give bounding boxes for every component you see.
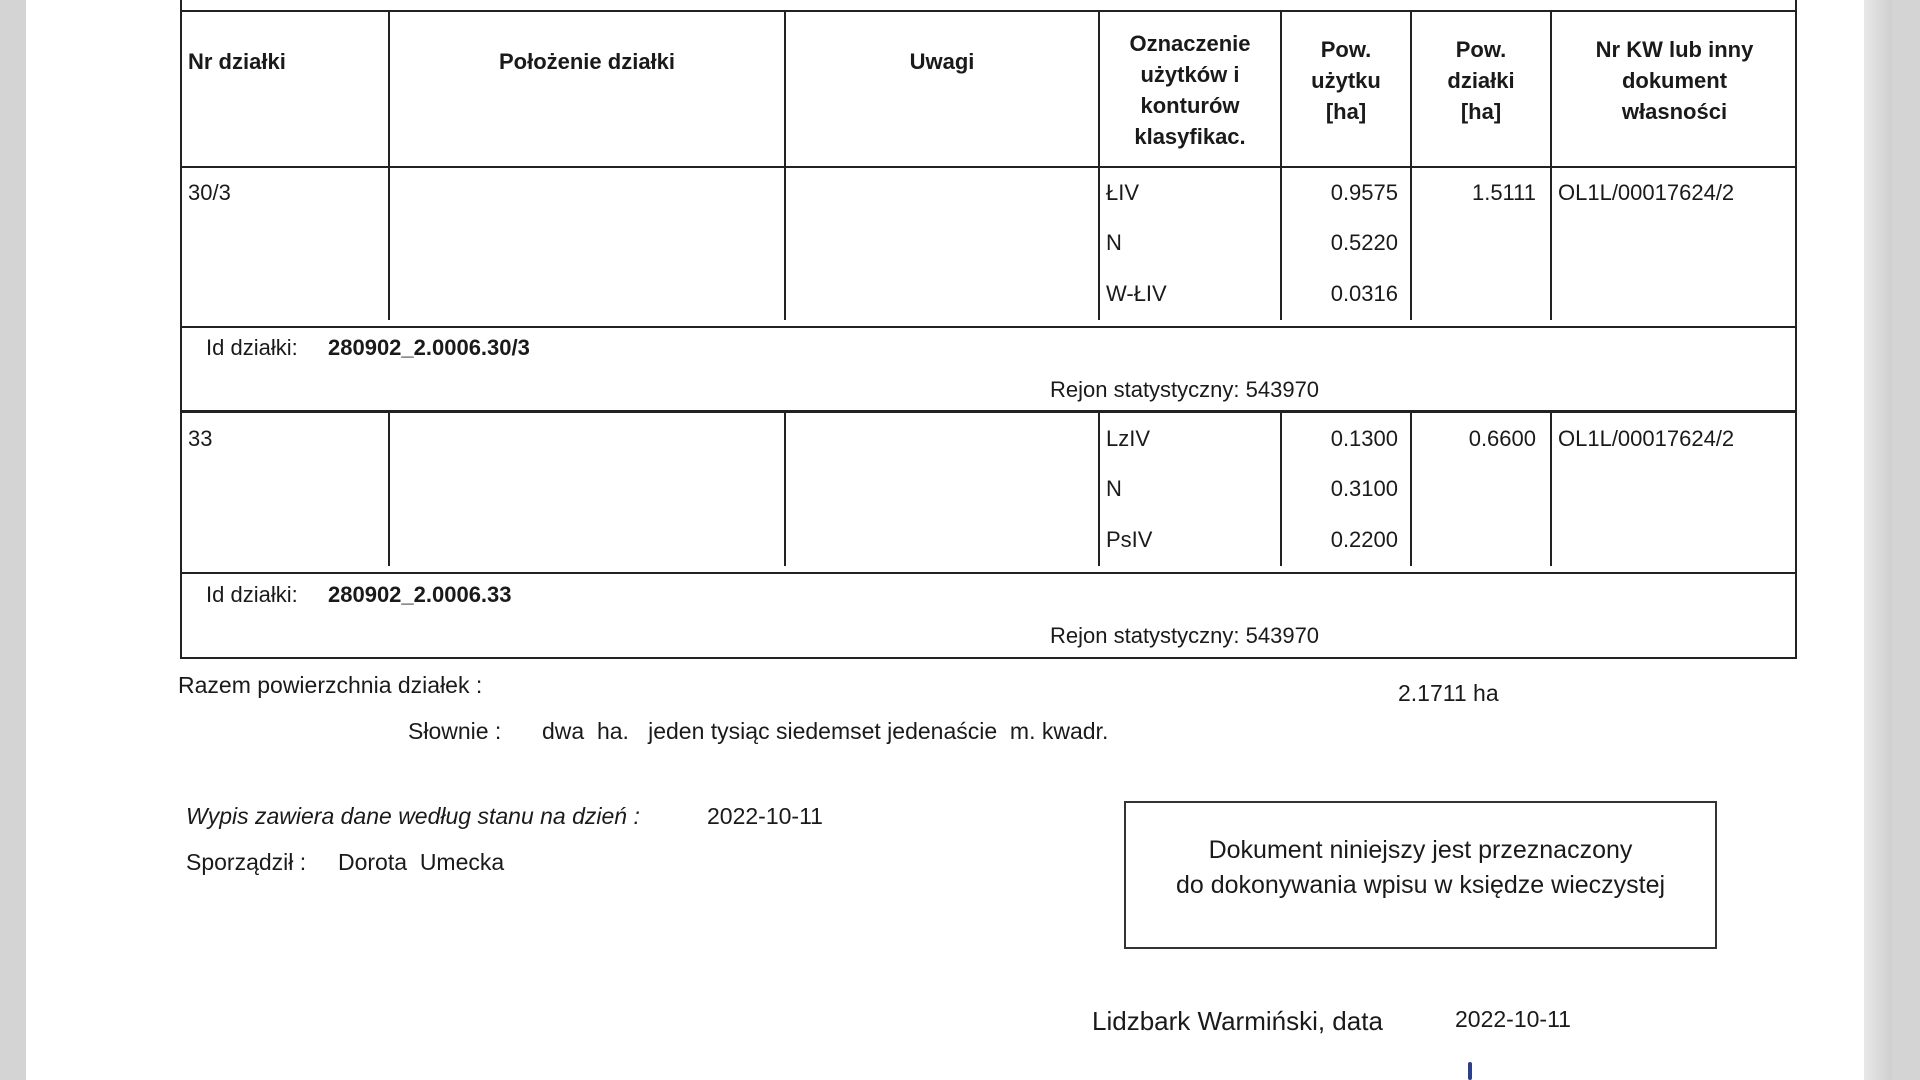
notice-line: do dokonywania wpisu w księdze wieczystej	[1175, 871, 1666, 899]
use-code: ŁIV	[1106, 180, 1140, 205]
document-page	[26, 0, 1892, 1080]
use-area: 0.0316	[1330, 281, 1398, 306]
header-pow-dzialki-line: działki	[1447, 68, 1515, 93]
header-oznaczenie-line: konturów	[1140, 93, 1240, 118]
place-date-value: 2022-10-11	[1455, 1006, 1571, 1032]
use-area: 0.1300	[1330, 426, 1398, 451]
header-nr-dzialki: Nr działki	[188, 49, 286, 74]
header-pow-uzytku-line: Pow.	[1320, 37, 1372, 62]
header-kw	[1552, 34, 1797, 127]
parcel-rejon: Rejon statystyczny: 543970	[1050, 623, 1320, 648]
parcel-area: 0.6600	[1468, 426, 1536, 451]
parcel-rejon: Rejon statystyczny: 543970	[1050, 377, 1320, 402]
prepared-by-label: Sporządził :	[186, 849, 307, 875]
as-of-label: Wypis zawiera dane według stanu na dzień :	[186, 803, 640, 829]
place-date-label: Lidzbark Warmiński, data	[1092, 1006, 1383, 1036]
header-uwagi: Uwagi	[909, 49, 975, 74]
header-oznaczenie-line: użytków i	[1140, 62, 1240, 87]
parcel-kw: OL1L/00017624/2	[1558, 426, 1735, 451]
parcel-nr: 30/3	[188, 180, 231, 205]
as-of-date: 2022-10-11	[707, 803, 823, 829]
header-kw-line: Nr KW lub inny	[1595, 37, 1754, 62]
header-kw-line: dokument	[1621, 68, 1728, 93]
notice-line: Dokument niniejszy jest przeznaczony	[1208, 836, 1633, 864]
parcel-kw: OL1L/00017624/2	[1558, 180, 1735, 205]
header-kw-line: własności	[1621, 99, 1728, 124]
header-pow-dzialki-line: Pow.	[1455, 37, 1507, 62]
total-area-label: Razem powierzchnia działek :	[178, 672, 483, 698]
use-area: 0.3100	[1330, 476, 1398, 501]
use-code: W-ŁIV	[1106, 281, 1167, 306]
use-code: PsIV	[1106, 527, 1153, 552]
parcel-id-value: 280902_2.0006.30/3	[328, 335, 530, 360]
parcel-table	[180, 0, 1797, 659]
use-code: N	[1106, 230, 1122, 255]
use-code: N	[1106, 476, 1122, 501]
header-oznaczenie	[1100, 28, 1280, 152]
parcel-nr: 33	[188, 426, 213, 451]
use-area: 0.5220	[1330, 230, 1398, 255]
page-edge	[1864, 0, 1892, 1080]
use-area: 0.2200	[1330, 527, 1398, 552]
parcel-id-label: Id działki:	[206, 582, 298, 607]
header-polozenie: Położenie działki	[498, 49, 676, 74]
header-pow-uzytku	[1282, 34, 1410, 127]
header-pow-dzialki-line: [ha]	[1460, 99, 1502, 124]
words-label: Słownie :	[408, 718, 502, 744]
header-oznaczenie-line: Oznaczenie	[1129, 31, 1251, 56]
signature-stroke	[1468, 1062, 1472, 1080]
header-oznaczenie-line: klasyfikac.	[1134, 124, 1246, 149]
purpose-notice-box	[1124, 801, 1717, 949]
header-pow-dzialki	[1412, 34, 1550, 127]
header-pow-uzytku-line: użytku	[1311, 68, 1381, 93]
prepared-by-name: Dorota Umecka	[338, 849, 505, 875]
parcel-id-label: Id działki:	[206, 335, 298, 360]
use-code: LzIV	[1106, 426, 1151, 451]
total-area-value: 2.1711 ha	[1398, 680, 1499, 706]
use-area: 0.9575	[1330, 180, 1398, 205]
header-pow-uzytku-line: [ha]	[1325, 99, 1367, 124]
words-value: dwa ha. jeden tysiąc siedemset jedenaście m. kwadr.	[542, 718, 1109, 744]
parcel-area: 1.5111	[1471, 180, 1536, 205]
parcel-id-value: 280902_2.0006.33	[328, 582, 512, 607]
